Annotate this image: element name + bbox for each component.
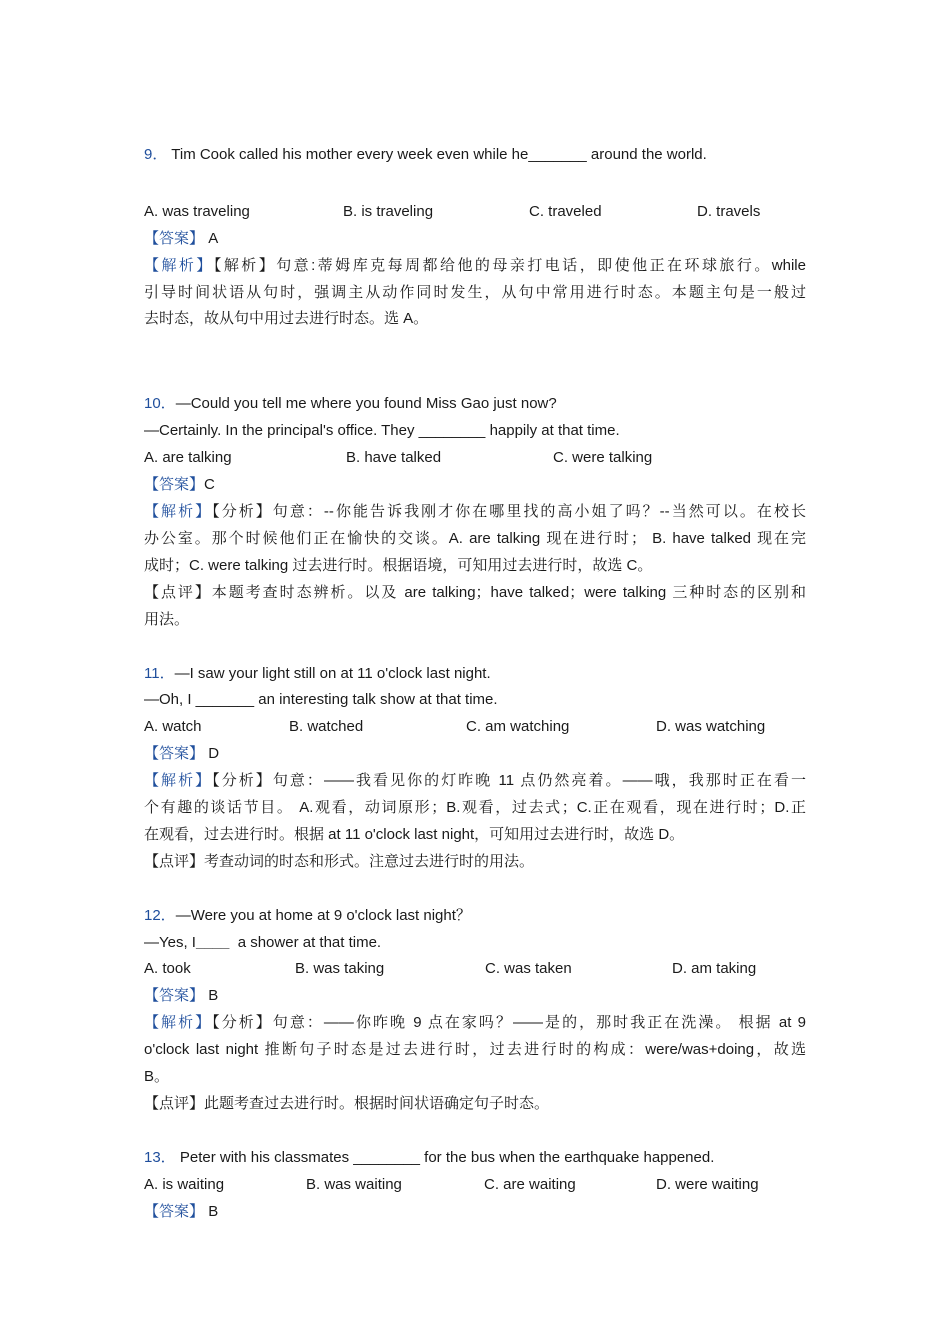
answer-line <box>144 229 218 249</box>
answer-line <box>144 744 219 764</box>
answer-value: B <box>208 987 219 1004</box>
question-text-2: —Oh, I _______ an interesting talk show at that time. <box>144 691 498 708</box>
question-text: —Could you tell me where you found Miss Gao just now? <box>175 395 557 412</box>
question-11-stem <box>144 664 491 684</box>
option-b: B. is traveling <box>343 203 434 220</box>
analysis-line: 个有趣的谈话节目。 A.观看，动词原形；B.观看，过去式；C.正在观看，现在进行时；D.正 <box>144 799 806 816</box>
answer-tag: 【答案】 <box>144 476 205 493</box>
analysis-line: 成时；C. were talking 过去进行时。根据语境，可知用过去进行时，故选 C。 <box>144 557 653 574</box>
comment-line: 【点评】本题考查时态辨析。以及 are talking；have talked；were talking 三种时态的区别和 <box>144 584 806 601</box>
question-number: 9． <box>144 146 168 163</box>
question-13-stem <box>144 1148 714 1168</box>
analysis-line <box>144 1013 806 1033</box>
analysis-text: 【分析】句意：——我看见你的灯昨晚 11 点仍然亮着。——哦，我那时正在看一 <box>212 772 806 789</box>
question-number: 12． <box>144 907 176 924</box>
answer-tag: 【答案】 <box>144 1203 205 1220</box>
option-c: C. was taken <box>485 960 572 977</box>
question-number: 10． <box>144 395 176 412</box>
option-b: B. have talked <box>346 449 442 466</box>
option-c: C. are waiting <box>484 1176 576 1193</box>
answer-value: A <box>208 230 219 247</box>
answer-tag: 【答案】 <box>144 987 205 1004</box>
answer-blank: ____ <box>195 934 230 951</box>
option-d: D. travels <box>697 203 761 220</box>
answer-tag: 【答案】 <box>144 745 205 762</box>
comment-line: 【点评】此题考查过去进行时。根据时间状语确定句子时态。 <box>144 1095 550 1112</box>
analysis-line: 引导时间状语从句时，强调主从动作同时发生，从句中常用进行时态。本题主句是一般过 <box>144 284 806 301</box>
answer-line <box>144 475 215 495</box>
comment-line: 【点评】考查动词的时态和形式。注意过去进行时的用法。 <box>144 853 535 870</box>
question-number: 13． <box>144 1149 176 1166</box>
question-text: Tim Cook called his mother every week even while he_______ around the world. <box>171 146 707 163</box>
analysis-tag: 【解析】 <box>144 772 213 789</box>
analysis-text: 【分析】句意：--你能告诉我刚才你在哪里找的高小姐了吗？--当然可以。在校长 <box>212 503 806 520</box>
analysis-line <box>144 256 806 276</box>
question-text-2 <box>144 933 381 953</box>
analysis-line: 在观看，过去进行时。根据 at 11 o'clock last night，可知用过去进行时，故选 D。 <box>144 826 685 843</box>
option-c: C. traveled <box>529 203 602 220</box>
option-d: D. was watching <box>656 718 766 735</box>
analysis-tag: 【解析】 <box>144 257 214 274</box>
option-b: B. watched <box>289 718 364 735</box>
question-12-stem <box>144 906 471 926</box>
answer-line <box>144 986 218 1006</box>
answer-tag: 【答案】 <box>144 230 205 247</box>
question-text-prefix: —Yes, I <box>144 934 196 951</box>
option-a: A. is waiting <box>144 1176 225 1193</box>
analysis-line <box>144 771 806 791</box>
answer-value: C <box>204 476 215 493</box>
option-c: C. were talking <box>553 449 653 466</box>
question-text: —I saw your light still on at 11 o'clock last night. <box>174 665 491 682</box>
question-text: —Were you at home at 9 o'clock last night？ <box>175 907 471 924</box>
question-9-stem <box>144 145 707 165</box>
analysis-line <box>144 502 806 522</box>
question-text-2: —Certainly. In the principal's office. They ________ happily at that time. <box>144 422 620 439</box>
analysis-line: 办公室。那个时候他们正在愉快的交谈。A. are talking 现在进行时； B. have talked 现在完 <box>144 530 806 547</box>
analysis-tag: 【解析】 <box>144 503 213 520</box>
question-10-stem <box>144 394 557 414</box>
option-a: A. was traveling <box>144 203 250 220</box>
answer-line <box>144 1202 218 1222</box>
option-a: A. are talking <box>144 449 232 466</box>
option-c: C. am watching <box>466 718 570 735</box>
answer-value: D <box>208 745 220 762</box>
option-d: D. am taking <box>672 960 757 977</box>
question-number: 11． <box>144 665 175 682</box>
answer-value: B <box>208 1203 219 1220</box>
analysis-line: B。 <box>144 1068 170 1085</box>
analysis-text: 【解析】句意:蒂姆库克每周都给他的母亲打电话，即使他正在环球旅行。while <box>213 257 806 274</box>
option-b: B. was taking <box>295 960 385 977</box>
analysis-line: 去时态，故从句中用过去进行时态。选 A。 <box>144 310 429 327</box>
question-text: Peter with his classmates ________ for the bus when the earthquake happened. <box>179 1149 715 1166</box>
option-a: A. took <box>144 960 191 977</box>
question-text-suffix: a shower at that time. <box>237 934 382 951</box>
option-a: A. watch <box>144 718 202 735</box>
option-b: B. was waiting <box>306 1176 402 1193</box>
option-d: D. were waiting <box>656 1176 759 1193</box>
analysis-text: 【分析】句意：——你昨晚 9 点在家吗？——是的，那时我正在洗澡。 根据 at 9 <box>212 1014 806 1031</box>
analysis-tag: 【解析】 <box>144 1014 213 1031</box>
comment-line: 用法。 <box>144 611 190 628</box>
analysis-line: o'clock last night 推断句子时态是过去进行时，过去进行时的构成：were/was+doing，故选 <box>144 1041 806 1058</box>
